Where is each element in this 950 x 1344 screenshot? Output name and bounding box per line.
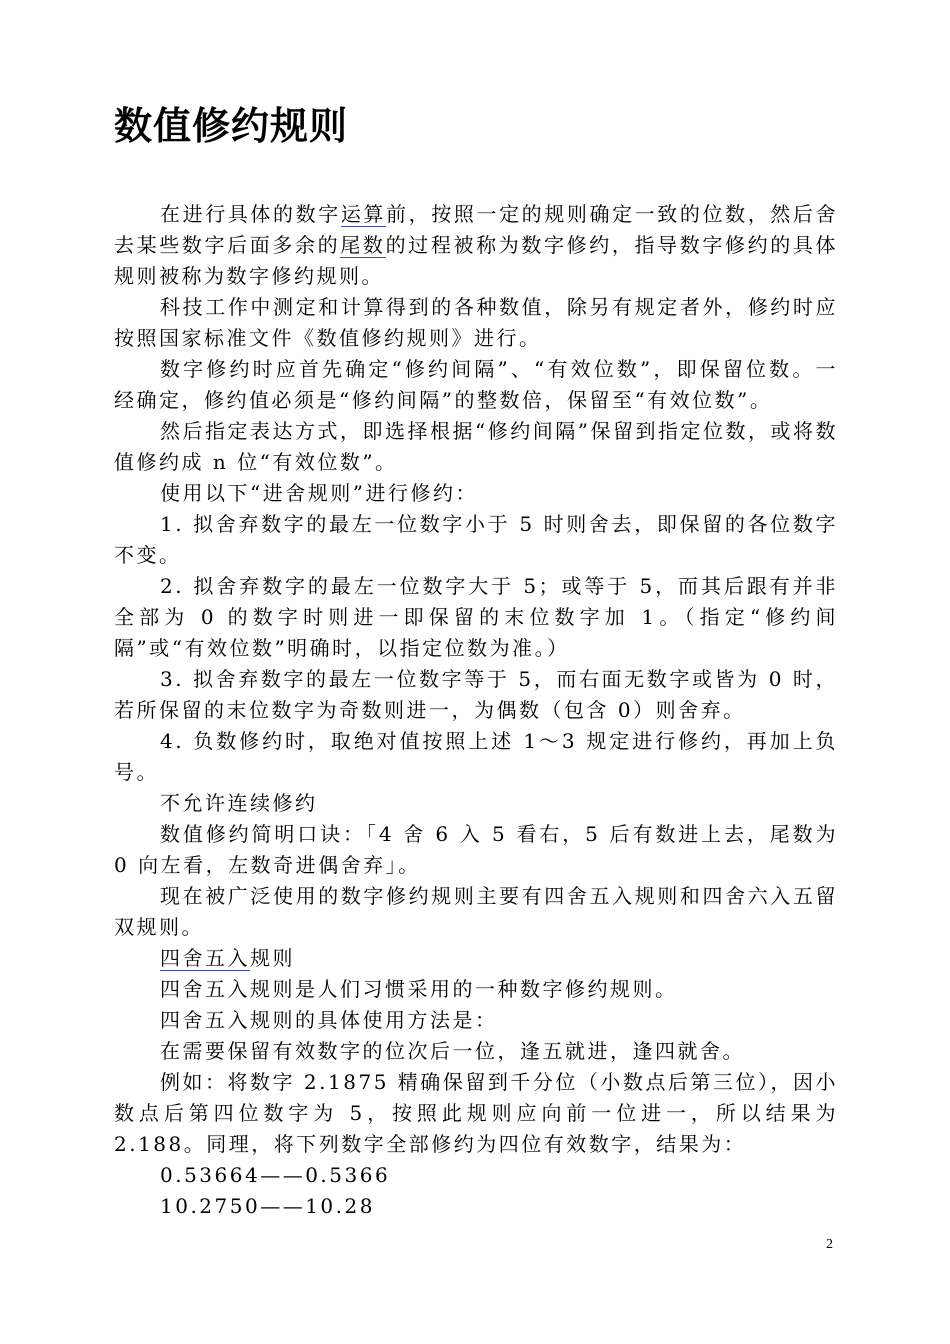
paragraph-text: 的过程被称为数字修约，指导数字修约的具体规则被称为数字修约规则。 [114, 233, 839, 288]
paragraph-text: 规则 [250, 946, 295, 970]
link-mantissa[interactable]: 尾数 [340, 233, 386, 257]
paragraph-round-half-up-heading [114, 943, 838, 974]
paragraph-round-half-up-desc: 四舍五入规则是人们习惯采用的一种数字修约规则。 [160, 977, 678, 1001]
document-body [114, 199, 838, 1222]
page-title: 数值修约规则 [114, 104, 349, 148]
example-line-1: 0.53664——0.5366 [160, 1163, 391, 1187]
link-operation[interactable]: 运算 [340, 202, 387, 226]
page-number: 2 [826, 1237, 833, 1252]
example-line-2: 10.2750——10.28 [160, 1194, 375, 1218]
paragraph-expression: 然后指定表达方式，即选择根据“修约间隔”保留到指定位数，或将数值修约成 n 位“有效位数”。 [114, 419, 838, 474]
paragraph-text: 在进行具体的数字 [160, 202, 341, 226]
rule-item-3: 3. 拟舍弃数字的最左一位数字等于 5，而右面无数字或皆为 0 时，若所保留的末位数字为奇数则进一，为偶数（包含 0）则舍弃。 [114, 667, 838, 722]
rule-item-4: 4. 负数修约时，取绝对值按照上述 1～3 规定进行修约，再加上负号。 [114, 729, 838, 784]
paragraph-text: 前，按照一定的规则确定一致的位数，然后舍去某些数字后面多余的 [114, 202, 839, 257]
link-round-half-up[interactable]: 四舍五入 [160, 946, 250, 970]
paragraph-definition [114, 199, 838, 292]
paragraph-example: 例如：将数字 2.1875 精确保留到千分位（小数点后第三位），因小数点后第四位数字为 5，按照此规则应向前一位进一，所以结果为 2.188。同理，将下列数字全部修约为四位有效数字，结果为： [114, 1070, 838, 1156]
rule-item-1: 1. 拟舍弃数字的最左一位数字小于 5 时则舍去，即保留的各位数字不变。 [114, 512, 838, 567]
paragraph-rules-intro: 使用以下“进舍规则”进行修约： [160, 481, 478, 505]
paragraph-mnemonic: 数值修约简明口诀：「4 舍 6 入 5 看右，5 后有数进上去，尾数为 0 向左看，左数奇进偶舍弃」。 [114, 822, 838, 877]
rule-item-2: 2. 拟舍弃数字的最左一位数字大于 5；或等于 5，而其后跟有并非全部为 0 的数字时则进一即保留的末位数字加 1。（指定“修约间隔”或“有效位数”明确时，以指定位数为准。） [114, 574, 838, 660]
paragraph-standard: 科技工作中测定和计算得到的各种数值，除另有规定者外，修约时应按照国家标准文件《数值修约规则》进行。 [114, 295, 838, 350]
paragraph-method-intro: 四舍五入规则的具体使用方法是： [160, 1008, 498, 1032]
paragraph-method: 在需要保留有效数字的位次后一位，逢五就进，逢四就舍。 [160, 1039, 745, 1063]
paragraph-interval: 数字修约时应首先确定“修约间隔”、“有效位数”，即保留位数。一经确定，修约值必须是“修约间隔”的整数倍，保留至“有效位数”。 [114, 357, 838, 412]
paragraph-no-continuous: 不允许连续修约 [160, 791, 318, 815]
paragraph-common-rules: 现在被广泛使用的数字修约规则主要有四舍五入规则和四舍六入五留双规则。 [114, 884, 838, 939]
